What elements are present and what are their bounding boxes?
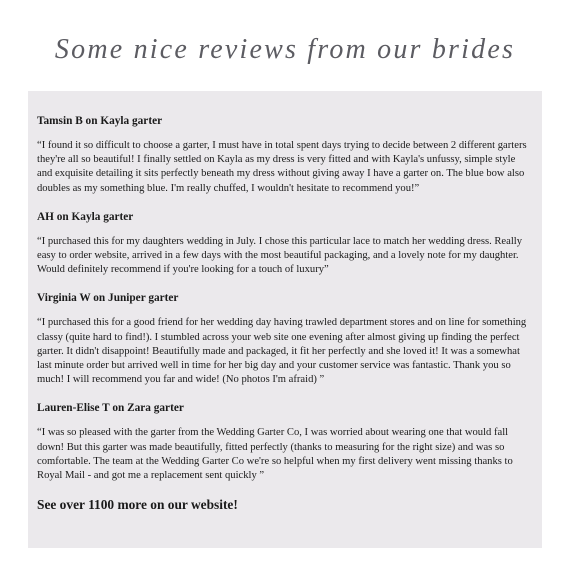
reviewer-name: Virginia W on Juniper garter	[37, 292, 179, 305]
reviews-panel	[28, 91, 542, 548]
review-item	[37, 114, 532, 196]
reviewer-name: Tamsin B on Kayla garter	[37, 115, 163, 127]
review-item	[37, 291, 532, 387]
review-item	[37, 210, 532, 278]
reviewer-name: Lauren-Elise T on Zara garter	[37, 402, 184, 415]
page-title: Some nice reviews from our brides	[54, 34, 516, 65]
review-text: “I found it so difficult to choose a garter, I must have in total spent days trying to decide between 2 different garters they're all so beautiful! I finally settled on Kayla as my dress is very fitted and with Kayla's unfussy, simple style and exquisite detailing it sits perfectly beneath my dress without giving away I have a garter on. The blue bow also doubles as my something blue. I'm really chuffed, I wouldn't hesitate to recommend you!”	[37, 140, 527, 194]
review-item	[37, 401, 532, 483]
review-text: “I was so pleased with the garter from the Wedding Garter Co, I was worried about wearing one that would fall down! But this garter was made beautifully, fitted perfectly (thanks to measuring for the right size) and was so comfortable. The team at the Wedding Garter Co we're so helpful when my first delivery went missing thanks to Royal Mail - and got me a replacement sent quickly ”	[37, 427, 513, 482]
see-more-reviews-text: See over 1100 more on our website!	[37, 497, 238, 513]
reviewer-name: AH on Kayla garter	[37, 210, 134, 223]
review-text: “I purchased this for a good friend for her wedding day having trawled department stores and on line for something classy (quite hard to find!). I stumbled across your web site one evening after almost giving up finding the perfect garter. It didn't disappoint! Beautifully made and packaged, it fit her perfectly and she loved it! It was a somewhat last minute order but arrived well in time for her big day and your customer service was fantastic. Thank you so much! I will recommend you far and wide! (No photos I'm afraid) ”	[37, 317, 527, 386]
review-text: “I purchased this for my daughters wedding in July. I chose this particular lace to match her wedding dress. Really easy to order website, arrived in a few days with the most beautiful packaging, and a lovely note for my daughter. Would definitely recommend if you're looking for a touch of luxury”	[37, 235, 523, 276]
